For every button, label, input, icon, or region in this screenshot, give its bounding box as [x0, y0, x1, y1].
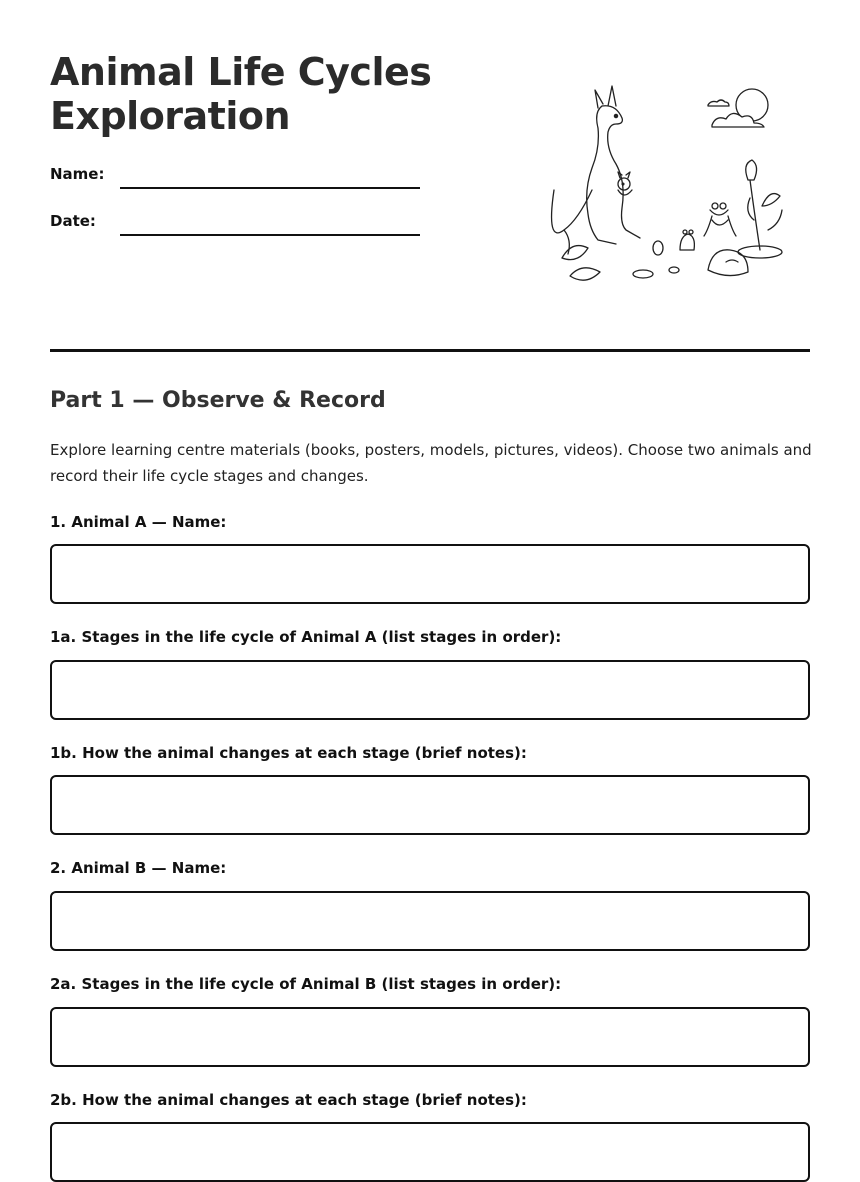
name-row: [50, 165, 420, 195]
flower-icon: [746, 160, 782, 250]
date-row: [50, 212, 420, 242]
question-2-label: 2. Animal B — Name:: [50, 859, 227, 877]
answer-box-2[interactable]: [50, 891, 810, 951]
question-2a-label: 2a. Stages in the life cycle of Animal B (list stages in order):: [50, 975, 562, 993]
leaf-icon: [562, 230, 600, 280]
kangaroo-icon: [552, 86, 640, 244]
name-line[interactable]: [120, 187, 420, 189]
question-1-label: 1. Animal A — Name:: [50, 513, 227, 531]
lily-pad-icon: [708, 246, 782, 276]
page-title: [50, 50, 431, 138]
answer-box-2a[interactable]: [50, 1007, 810, 1067]
part1-intro: Explore learning centre materials (books, posters, models, pictures, videos). Choose two animals and record their life cycle stages and changes.: [50, 441, 812, 485]
question-2b-label: 2b. How the animal changes at each stage (brief notes):: [50, 1091, 527, 1109]
name-label: Name:: [50, 165, 105, 183]
egg-icon: [633, 241, 679, 278]
date-line[interactable]: [120, 234, 420, 236]
title-line-2: Exploration: [50, 94, 291, 138]
date-label: Date:: [50, 212, 96, 230]
frog-icon: [704, 203, 736, 236]
question-1a-label: 1a. Stages in the life cycle of Animal A (list stages in order):: [50, 628, 562, 646]
answer-box-2b[interactable]: [50, 1122, 810, 1182]
question-1b-label: 1b. How the animal changes at each stage (brief notes):: [50, 744, 527, 762]
answer-box-1[interactable]: [50, 544, 810, 604]
froglet-icon: [680, 230, 694, 250]
answer-box-1b[interactable]: [50, 775, 810, 835]
section-divider: [50, 349, 810, 352]
answer-box-1a[interactable]: [50, 660, 810, 720]
kangaroo-frog-lifecycle-illustration: [540, 80, 800, 290]
part1-title: Part 1 — Observe & Record: [50, 388, 386, 413]
title-line-1: Animal Life Cycles: [50, 50, 432, 94]
